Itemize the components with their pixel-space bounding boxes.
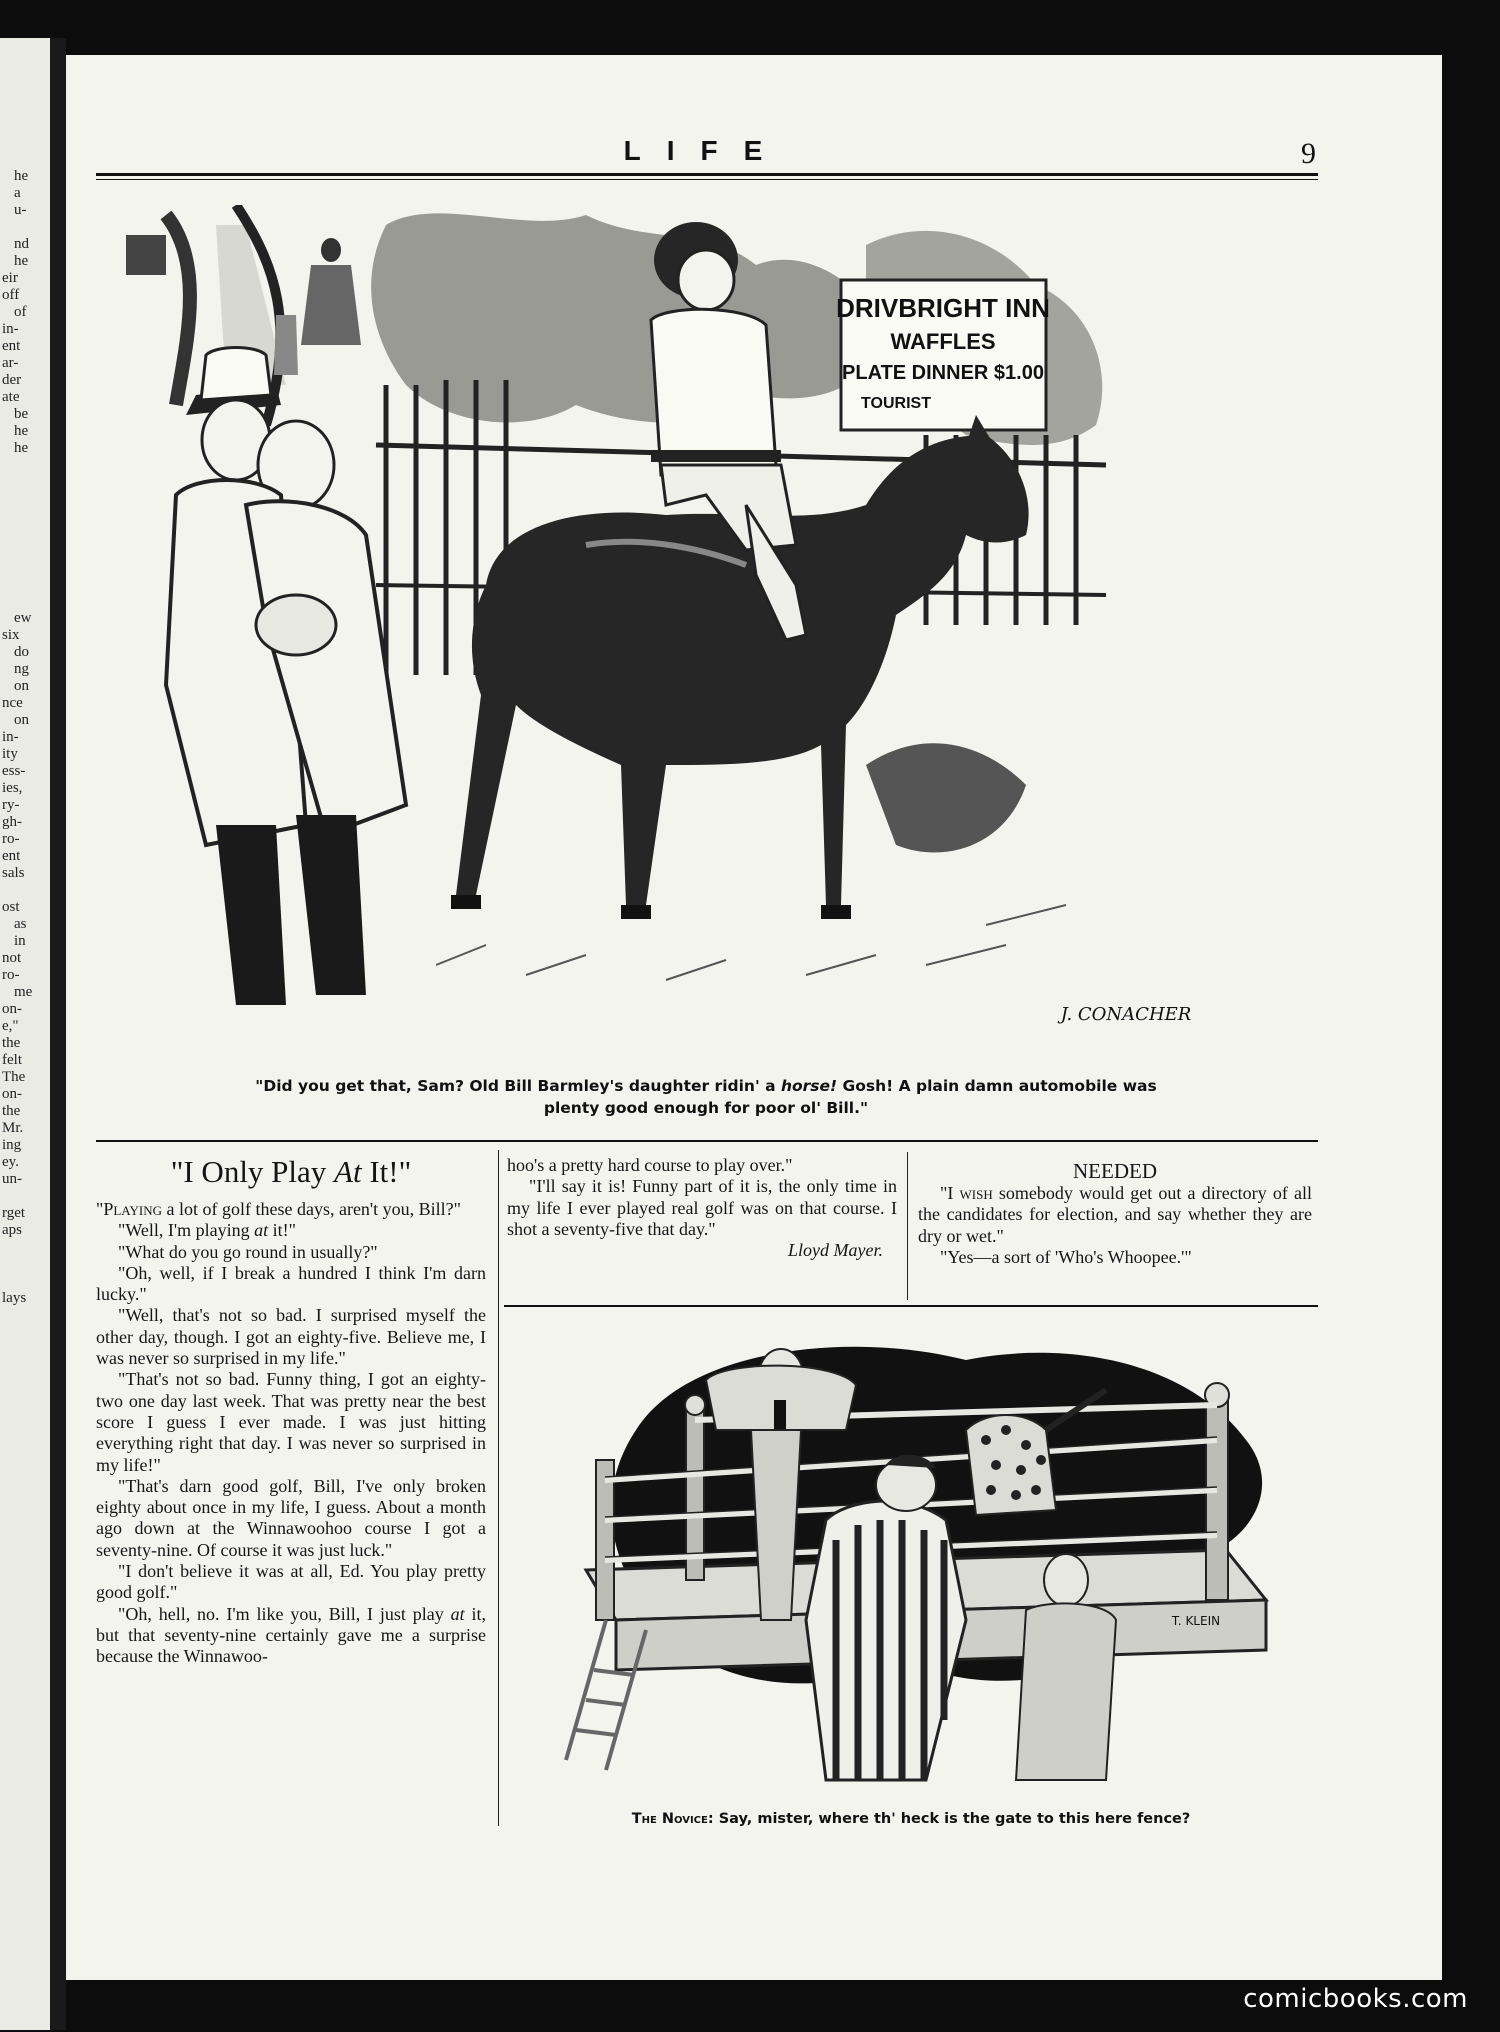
previous-page-text-fragment: ro- [2,967,20,983]
story-paragraph: "I'll say it is! Funny part of it is, the only time in my life I ever played real golf was on that course. I shot a seventy-five that day." [507,1176,897,1239]
previous-page-text-fragment: do [14,644,29,660]
story-paragraph: "Oh, hell, no. I'm like you, Bill, I just play at it, but that seventy-nine certainly gave me a surprise because the Winnawoo- [96,1603,486,1667]
previous-page-text-fragment: sals [2,865,25,881]
author-line [507,1240,897,1261]
previous-page-text-fragment: u- [14,202,27,218]
boxing-ring-cartoon [546,1320,1326,1800]
bottom-cartoon-caption [504,1811,1318,1827]
column-divider [907,1152,908,1300]
caption-text: Say, mister, where th' heck is the gate to this here fence? [713,1811,1191,1827]
previous-page-strip [0,38,50,2030]
story-author: Lloyd Mayer. [788,1240,883,1261]
section-rule-right [504,1305,1318,1307]
story-paragraph: "I don't believe it was at all, Ed. You play pretty good golf." [96,1561,486,1603]
magazine-page [66,55,1442,1980]
previous-page-text-fragment: he [14,440,29,456]
previous-page-text-fragment: eir [2,270,18,286]
previous-page-text-fragment: ing [2,1137,22,1153]
needed-column [918,1159,1312,1268]
story-paragraph: "Well, that's not so bad. I surprised myself the other day, though. I got an eighty-five. Believe me, I was never so surprised in my life." [96,1305,486,1369]
story-paragraph: "What do you go round in usually?" [118,1241,378,1262]
previous-page-text-fragment: ar- [2,355,19,371]
previous-page-text-fragment: in- [2,321,19,337]
previous-page-text-fragment: aps [2,1222,22,1238]
previous-page-text-fragment: a [14,185,21,201]
section-rule [96,1140,1318,1142]
horse-rider-illustration [106,205,1316,1065]
page-gutter-shadow [50,38,66,2030]
previous-page-text-fragment: ies, [2,780,23,796]
previous-page-text-fragment: ity [2,746,18,762]
previous-page-text-fragment: rget [2,1205,26,1221]
column-divider [498,1150,499,1826]
caption-speaker: The Novice: [631,1811,714,1827]
story-paragraph: "Oh, well, if I break a hundred I think I'm darn lucky." [96,1262,486,1305]
previous-page-text-fragment: ro- [2,831,20,847]
header-rule [96,173,1318,176]
previous-page-text-fragment: on- [2,1001,22,1017]
story-column-2 [507,1155,897,1261]
site-watermark: comicbooks.com [1243,1984,1468,2014]
previous-page-text-fragment: be [14,406,29,422]
needed-title: NEEDED [1073,1159,1157,1183]
previous-page-text-fragment: on- [2,1086,22,1102]
story-paragraph: "That's darn good golf, Bill, I've only broken eighty about once in my life, I guess. About a month ago down at the Winnawoohoo course I got a seventy-nine. Of course it was just luck." [96,1475,486,1560]
previous-page-text-fragment: gh- [2,814,22,830]
previous-page-text-fragment: in- [2,729,19,745]
previous-page-text-fragment: off [2,287,20,303]
previous-page-text-fragment: on [14,712,29,728]
header-rule-thin [96,179,1318,180]
boxing-ring-illustration [546,1320,1326,1800]
previous-page-text-fragment: ate [2,389,20,405]
previous-page-text-fragment: The [2,1069,26,1085]
previous-page-text-fragment: six [2,627,20,643]
top-cartoon-caption [226,1075,1186,1119]
previous-page-text-fragment: ew [14,610,32,626]
sign-line-3: PLATE DINNER $1.00 [842,362,1044,384]
previous-page-text-fragment: of [14,304,27,320]
sign-line-2: WAFFLES [890,329,996,354]
caption-text-end: Gosh! A plain damn automobile was plenty good enough for poor ol' Bill." [543,1077,1157,1117]
sign-line-4: TOURIST [861,395,931,412]
story-column-1 [96,1153,486,1833]
story-paragraph: "That's not so bad. Funny thing, I got an eighty-two one day last week. That was pretty near the best score I guess I ever made. I was just hitting everything right that day. I was never so surprised in my life!" [96,1369,486,1475]
story-paragraph: "Playing a lot of golf these days, aren't you, Bill?" [96,1199,462,1219]
needed-paragraph: "Yes—a sort of 'Who's Whoopee.'" [940,1246,1192,1267]
previous-page-text-fragment: ess- [2,763,26,779]
previous-page-text-fragment: he [14,423,29,439]
previous-page-text-fragment: felt [2,1052,22,1068]
sign-line-1: DRIVBRIGHT INN [836,293,1050,323]
needed-paragraph: "I wish somebody would get out a directory of all the candidates for election, and say whether they are dry or wet." [918,1183,1312,1246]
previous-page-text-fragment: in [14,933,26,949]
previous-page-text-fragment: ry- [2,797,20,813]
caption-text-start: "Did you get that, Sam? Old Bill Barmley's daughter ridin' a [255,1077,781,1095]
previous-page-text-fragment: me [14,984,33,1000]
top-cartoon-signature: J. CONACHER [1060,1004,1192,1025]
previous-page-text-fragment: e," [2,1018,19,1034]
previous-page-text-fragment: the [2,1103,21,1119]
magazine-title: LIFE [623,135,789,166]
previous-page-text-fragment: Mr. [2,1120,24,1136]
previous-page-text-fragment: lays [2,1290,27,1306]
previous-page-text-fragment: the [2,1035,21,1051]
previous-page-text-fragment: ost [2,899,20,915]
caption-emphasis: horse! [780,1077,838,1095]
previous-page-text-fragment: on [14,678,29,694]
bottom-cartoon-signature: T. KLEIN [1171,1614,1221,1628]
previous-page-text-fragment: he [14,253,29,269]
previous-page-text-fragment: ng [14,661,29,677]
previous-page-text-fragment: ent [2,848,21,864]
previous-page-text-fragment: un- [2,1171,22,1187]
story-paragraph: hoo's a pretty hard course to play over." [507,1155,793,1175]
previous-page-text-fragment: ey. [2,1154,19,1170]
previous-page-text-fragment: nce [2,695,23,711]
page-number: 9 [1301,137,1316,170]
previous-page-text-fragment: der [2,372,22,388]
horse-rider-cartoon [106,205,1316,1065]
previous-page-text-fragment: ent [2,338,21,354]
previous-page-text-fragment: nd [14,236,29,252]
story-paragraph: "Well, I'm playing at it!" [118,1220,296,1241]
story-title: "I Only Play At It!" [170,1154,412,1189]
page-header [96,135,1316,170]
previous-page-text-fragment: as [14,916,27,932]
previous-page-text-fragment: he [14,168,29,184]
previous-page-text-fragment: not [2,950,22,966]
